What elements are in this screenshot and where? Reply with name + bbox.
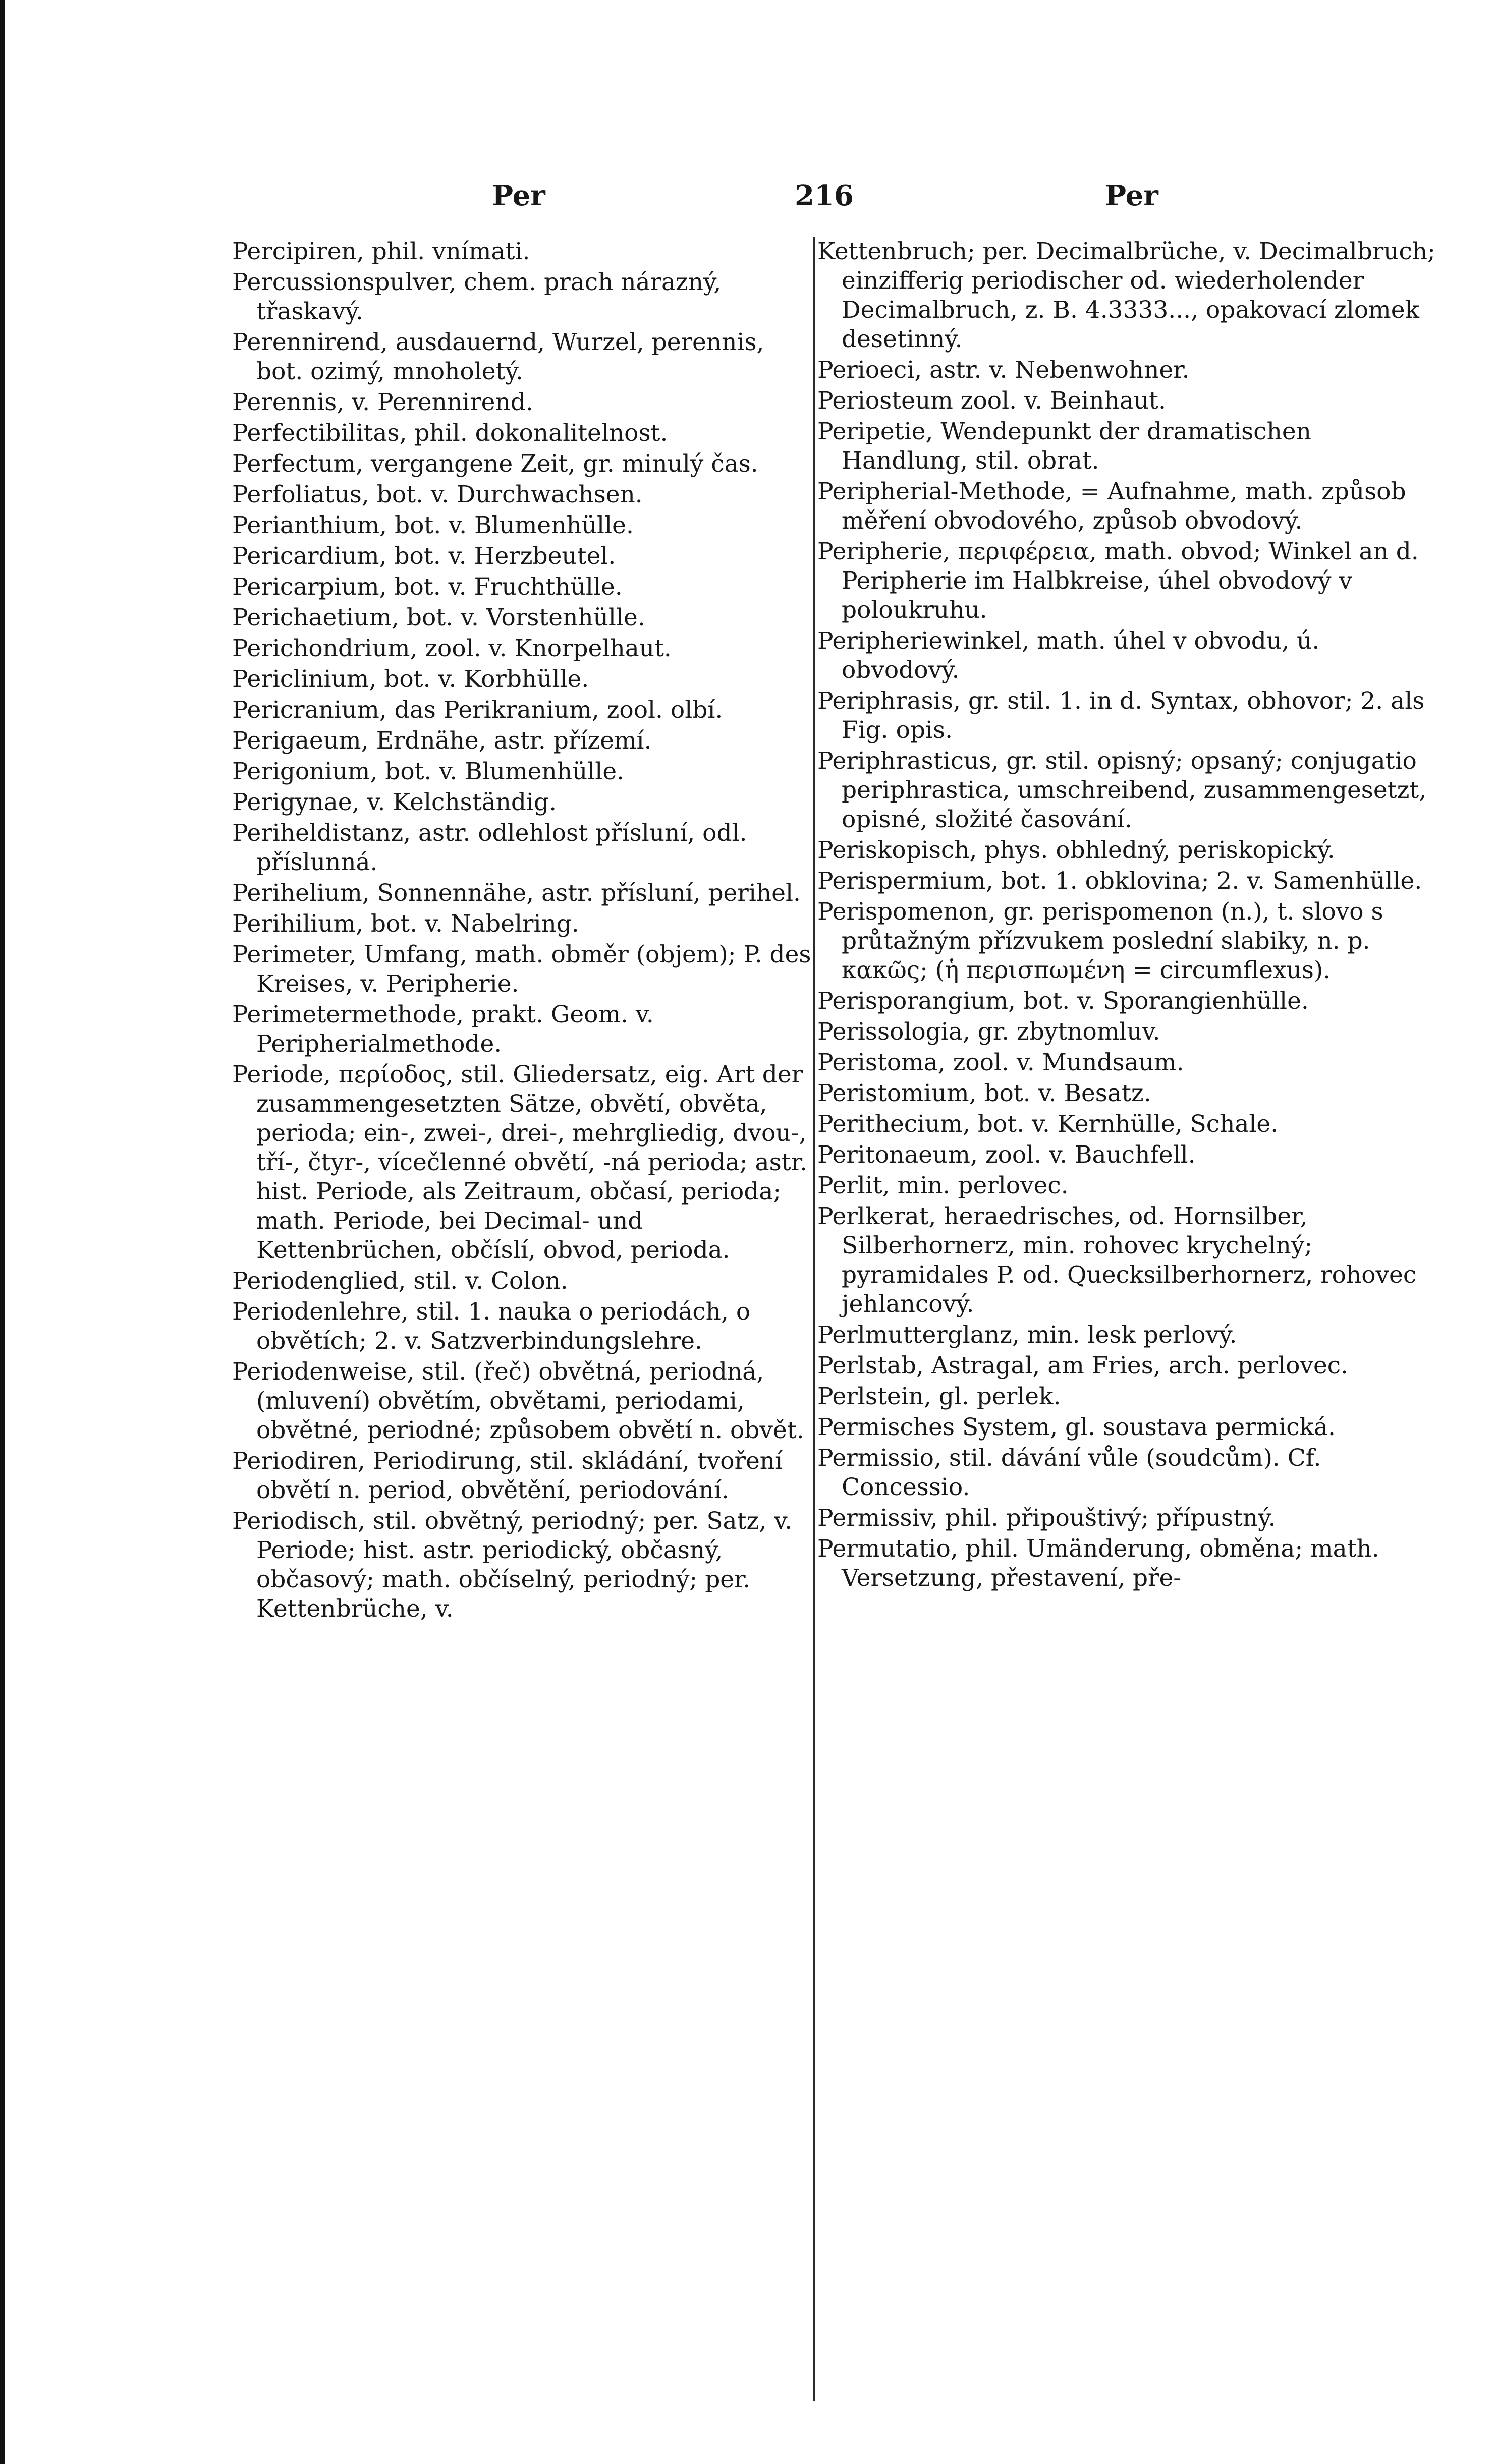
dictionary-entry: Perioeci, astr. v. Nebenwohner. [817, 356, 1190, 384]
dictionary-entry: Periodenweise, stil. (řeč) obvětná, periodná, (mluvení) obvětím, obvětami, periodami, obvětné, periodné; způsobem obvětí n. obvět. [232, 1358, 804, 1444]
dictionary-entry: Perfectibilitas, phil. dokonalitelnost. [232, 419, 668, 447]
dictionary-entry: Periodenlehre, stil. 1. nauka o periodách, o obvětích; 2. v. Satzverbindungslehre. [232, 1298, 751, 1355]
dictionary-entry: Peristoma, zool. v. Mundsaum. [817, 1049, 1184, 1076]
dictionary-entry: Perennirend, ausdauernd, Wurzel, perennis, bot. ozimý, mnoholetý. [232, 328, 764, 385]
dictionary-entry: Perissologia, gr. zbytnomluv. [817, 1018, 1160, 1046]
dictionary-entry: Periclinium, bot. v. Korbhülle. [232, 665, 589, 693]
dictionary-entry: Pericranium, das Perikranium, zool. olbí. [232, 696, 723, 724]
dictionary-entry: Perispomenon, gr. perispomenon (n.), t. slovo s průtažným přízvukem poslední slabiky, n. p. κακῶς; (ἡ περισπωμένη = circumflexus). [817, 898, 1383, 984]
dictionary-entry: Permissiv, phil. připouštivý; přípustný. [817, 1504, 1276, 1532]
dictionary-entry: Perispermium, bot. 1. obklovina; 2. v. Samenhülle. [817, 867, 1422, 895]
dictionary-entry: Perisporangium, bot. v. Sporangienhülle. [817, 987, 1309, 1015]
dictionary-entry: Percussionspulver, chem. prach nárazný, třaskavý. [232, 268, 722, 325]
dictionary-entry: Periskopisch, phys. obhledný, periskopický. [817, 836, 1335, 864]
dictionary-entry: Perlit, min. perlovec. [817, 1172, 1069, 1199]
dictionary-entry: Permissio, stil. dávání vůle (soudcům). Cf. Concessio. [817, 1444, 1321, 1501]
dictionary-entry: Perlkerat, heraedrisches, od. Hornsilber, Silberhornerz, min. rohovec krychelný; pyramidales P. od. Quecksilberhornerz, rohovec jehlancový. [817, 1202, 1417, 1318]
dictionary-entry: Peripetie, Wendepunkt der dramatischen Handlung, stil. obrat. [817, 418, 1311, 475]
dictionary-entry: Peripherial-Methode, = Aufnahme, math. způsob měření obvodového, způsob obvodový. [817, 478, 1406, 535]
dictionary-entry: Periphrasticus, gr. stil. opisný; opsaný; conjugatio periphrastica, umschreibend, zusammengesetzt, opisné, složité časování. [817, 747, 1427, 833]
dictionary-entry: Perlstab, Astragal, am Fries, arch. perlovec. [817, 1352, 1349, 1380]
dictionary-entry: Peripherie, περιφέρεια, math. obvod; Winkel an d. Peripherie im Halbkreise, úhel obvodový v poloukruhu. [817, 538, 1419, 624]
left-column [232, 237, 811, 2401]
dictionary-entry: Perigonium, bot. v. Blumenhülle. [232, 758, 625, 785]
dictionary-entry: Peristomium, bot. v. Besatz. [817, 1079, 1151, 1107]
dictionary-entry: Periphrasis, gr. stil. 1. in d. Syntax, obhovor; 2. als Fig. opis. [817, 687, 1425, 744]
dictionary-entry: Periodisch, stil. obvětný, periodný; per. Satz, v. Periode; hist. astr. periodický, občasný, občasový; math. občíselný, periodný; per. Kettenbrüche, v. [232, 1507, 793, 1623]
dictionary-entry: Periode, περίοδος, stil. Gliedersatz, eig. Art der zusammengesetzten Sätze, obvětí, obvěta, perioda; ein-, zwei-, drei-, mehrgliedig, dvou-, tří-, čtyr-, vícečlenné obvětí, -ná perioda; astr. hist. Periode, als Zeitraum, občasí, perioda; math. Periode, bei Decimal- und Kettenbrüchen, občíslí, obvod, perioda. [232, 1061, 807, 1264]
dictionary-entry: Periodiren, Periodirung, stil. skládání, tvoření obvětí n. period, obvětění, periodování. [232, 1447, 783, 1504]
dictionary-entry: Periosteum zool. v. Beinhaut. [817, 387, 1166, 415]
dictionary-entry: Periheldistanz, astr. odlehlost přísluní, odl. příslunná. [232, 819, 747, 876]
page-header [15, 179, 1488, 219]
dictionary-entry: Perennis, v. Perennirend. [232, 388, 533, 416]
dictionary-entry: Perfectum, vergangene Zeit, gr. minulý čas. [232, 450, 758, 478]
dictionary-entry: Permisches System, gl. soustava permická. [817, 1413, 1336, 1441]
header-left-guide-word: Per [492, 179, 545, 212]
right-column [817, 237, 1443, 2401]
dictionary-entry: Perichaetium, bot. v. Vorstenhülle. [232, 604, 645, 632]
dictionary-entry: Periodenglied, stil. v. Colon. [232, 1267, 568, 1295]
dictionary-entry: Perichondrium, zool. v. Knorpelhaut. [232, 635, 672, 662]
dictionary-entry: Perlstein, gl. perlek. [817, 1383, 1061, 1410]
column-divider [813, 237, 815, 2401]
header-right-guide-word: Per [1105, 179, 1158, 212]
dictionary-entry: Perihilium, bot. v. Nabelring. [232, 910, 579, 938]
dictionary-entry: Perlmutterglanz, min. lesk perlový. [817, 1321, 1237, 1349]
dictionary-entry: Peripheriewinkel, math. úhel v obvodu, ú. obvodový. [817, 627, 1320, 684]
dictionary-entry: Perithecium, bot. v. Kernhülle, Schale. [817, 1110, 1279, 1138]
dictionary-page [15, 0, 1488, 2464]
dictionary-entry: Percipiren, phil. vnímati. [232, 238, 530, 265]
dictionary-entry: Peritonaeum, zool. v. Bauchfell. [817, 1141, 1196, 1169]
dictionary-entry: Perianthium, bot. v. Blumenhülle. [232, 511, 634, 539]
dictionary-entry: Kettenbruch; per. Decimalbrüche, v. Decimalbruch; einzifferig periodischer od. wiederholender Decimalbruch, z. B. 4.3333..., opakovací zlomek desetinný. [817, 238, 1435, 353]
dictionary-entry: Perfoliatus, bot. v. Durchwachsen. [232, 481, 643, 508]
page-number: 216 [795, 179, 854, 212]
dictionary-entry: Perigaeum, Erdnähe, astr. přízemí. [232, 727, 652, 755]
dictionary-entry: Pericardium, bot. v. Herzbeutel. [232, 542, 616, 570]
dictionary-entry: Perimeter, Umfang, math. obměr (objem); P. des Kreises, v. Peripherie. [232, 941, 811, 998]
dictionary-entry: Perimetermethode, prakt. Geom. v. Peripherialmethode. [232, 1001, 654, 1058]
dictionary-entry: Permutatio, phil. Umänderung, obměna; math. Versetzung, přestavení, pře- [817, 1535, 1379, 1592]
dictionary-entry: Perihelium, Sonnennähe, astr. přísluní, perihel. [232, 879, 801, 907]
dictionary-entry: Perigynae, v. Kelchständig. [232, 788, 557, 816]
page-edge-border [0, 0, 5, 2464]
dictionary-entry: Pericarpium, bot. v. Fruchthülle. [232, 573, 623, 601]
